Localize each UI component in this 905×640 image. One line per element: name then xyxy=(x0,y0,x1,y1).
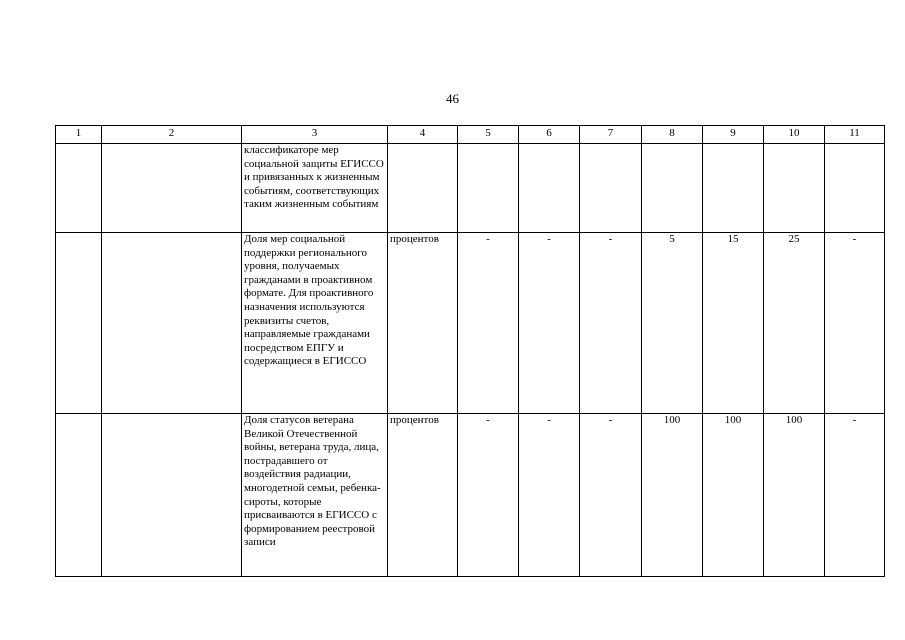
table-row xyxy=(56,144,885,233)
table-cell xyxy=(56,414,102,577)
value-cell xyxy=(519,144,580,233)
unit-cell xyxy=(388,144,458,233)
column-header: 7 xyxy=(580,126,642,144)
value-cell: 100 xyxy=(764,414,825,577)
value-cell: - xyxy=(458,233,519,414)
value-cell: 100 xyxy=(642,414,703,577)
table-cell xyxy=(102,144,242,233)
value-cell: - xyxy=(458,414,519,577)
value-cell xyxy=(825,144,885,233)
indicators-table xyxy=(55,125,885,577)
column-header: 2 xyxy=(102,126,242,144)
table-cell xyxy=(56,144,102,233)
indicator-description: Доля мер социальной поддержки регионального уровня, получаемых гражданами в проактивном формате. Для проактивного назначения используются реквизиты счетов, направляемые гражданами посредством ЕПГУ и содержащиеся в ЕГИССО xyxy=(242,233,388,414)
column-header: 4 xyxy=(388,126,458,144)
indicator-description: Доля статусов ветерана Великой Отечественной войны, ветерана труда, лица, пострадавшего от воздействия радиации, многодетной семьи, ребенка-сироты, которые присваиваются в ЕГИССО с формированием реестровой записи xyxy=(242,414,388,577)
value-cell: 15 xyxy=(703,233,764,414)
value-cell xyxy=(703,144,764,233)
value-cell: 5 xyxy=(642,233,703,414)
table-cell xyxy=(102,233,242,414)
column-header: 10 xyxy=(764,126,825,144)
value-cell xyxy=(580,144,642,233)
table-row xyxy=(56,414,885,577)
column-header: 3 xyxy=(242,126,388,144)
unit-cell: процентов xyxy=(388,414,458,577)
column-header: 11 xyxy=(825,126,885,144)
table-header-row xyxy=(56,126,885,144)
value-cell: - xyxy=(519,233,580,414)
value-cell: 100 xyxy=(703,414,764,577)
value-cell xyxy=(458,144,519,233)
column-header: 9 xyxy=(703,126,764,144)
value-cell xyxy=(642,144,703,233)
table-row xyxy=(56,233,885,414)
unit-cell: процентов xyxy=(388,233,458,414)
value-cell xyxy=(764,144,825,233)
column-header: 6 xyxy=(519,126,580,144)
indicator-description: классификаторе мер социальной защиты ЕГИССО и привязанных к жизненным событиям, соответствующих таким жизненным событиям xyxy=(242,144,388,233)
page-number: 46 xyxy=(446,91,459,106)
value-cell: - xyxy=(519,414,580,577)
value-cell: - xyxy=(580,414,642,577)
table-cell xyxy=(102,414,242,577)
value-cell: 25 xyxy=(764,233,825,414)
value-cell: - xyxy=(825,233,885,414)
value-cell: - xyxy=(580,233,642,414)
table-cell xyxy=(56,233,102,414)
column-header: 8 xyxy=(642,126,703,144)
column-header: 1 xyxy=(56,126,102,144)
column-header: 5 xyxy=(458,126,519,144)
value-cell: - xyxy=(825,414,885,577)
